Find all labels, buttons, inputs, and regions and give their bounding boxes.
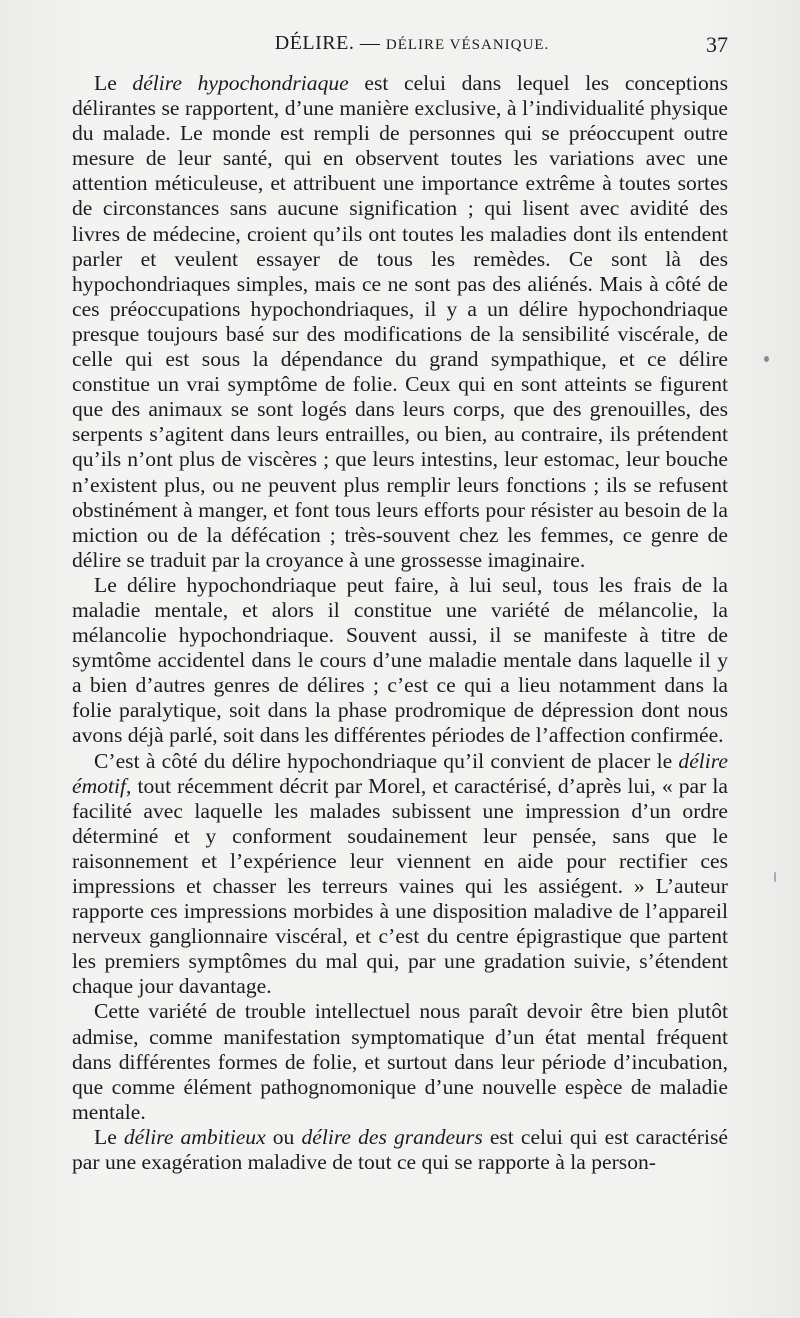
paper-speck bbox=[764, 356, 769, 362]
paragraph bbox=[72, 1125, 728, 1175]
text-run: , tout récemment décrit par Morel, et caractérisé, d’après lui, « par la facilité avec laquelle les malades subissent une impression d’un ordre déterminé et y conforment soudainement leur pensée, sans que le raisonnement et l’expérience leur viennent en aide pour rectifier ces impressions et chasser les terreurs vaines qui les assiégent. » L’auteur rapporte ces impressions morbides à une disposition maladive de l’appareil nerveux ganglionnaire viscéral, et c’est du centre épigrastique que partent les premiers symptômes du mal qui, par une gradation suivie, s’étendent chaque jour davantage. bbox=[72, 773, 728, 999]
italic-term: délire hypochondriaque bbox=[132, 71, 349, 95]
paragraph bbox=[72, 573, 728, 749]
running-title-dash: — bbox=[354, 32, 386, 54]
running-title-sub: DÉLIRE VÉSANIQUE. bbox=[385, 37, 550, 53]
page-header bbox=[96, 32, 728, 66]
text-run: est celui dans lequel les conceptions délirantes se rapportent, d’une manière exclusive, à l’individualité physique du malade. Le monde est rempli de personnes qui se préoccupent outre mesure de leur santé, qui en observent toutes les variations avec une attention méticuleuse, et attribuent une importance extrême à toutes sortes de circonstances sans aucune signification ; qui lisent avec avidité des livres de médecine, croient qu’ils ont toutes les maladies dont ils entendent parler et veulent essayer de tous les remèdes. Ce sont là des hypochondriaques simples, mais ce ne sont pas des aliénés. Mais à côté de ces préoccupations hypochondriaques, il y a un délire hypochondriaque presque toujours basé sur des modifications de la sensibilité viscérale, de celle qui est sous la dépendance du grand sympathique, et ce délire constitue un vrai symptôme de folie. Ceux qui en sont atteints se figurent que des animaux se sont logés dans leurs corps, que des grenouilles, des serpents s’agitent dans leurs entrailles, ou bien, au contraire, ils prétendent qu’ils n’ont plus de viscères ; que leurs intestins, leur estomac, leur bouche n’existent plus, ou ne peuvent plus remplir leurs fonctions ; ils se refusent obstinément à manger, et font tous leurs efforts pour résister au besoin de la miction ou de la défécation ; très-souvent chez les femmes, ce genre de délire se traduit par la croyance à une grossesse imaginaire. bbox=[72, 71, 728, 572]
running-title-main: DÉLIRE. bbox=[274, 32, 355, 54]
text-run: Le délire hypochondriaque peut faire, à lui seul, tous les frais de la maladie mentale, et alors il constitue une variété de mélancolie, la mélancolie hypochondriaque. Souvent aussi, il se manifeste à titre de symtôme accidentel dans le cours d’une maladie mentale dans laquelle il y a bien d’autres genres de délires ; c’est ce qui a lieu notamment dans la folie paralytique, soit dans la phase prodromique de dépression dont nous avons déjà parlé, soit dans les différentes périodes de l’affection confirmée. bbox=[72, 572, 728, 748]
page-number: 37 bbox=[706, 32, 728, 57]
paragraph bbox=[72, 71, 728, 573]
text-run: Cette variété de trouble intellectuel nous paraît devoir être bien plutôt admise, comme manifestation symptomatique d’un état mental fréquent dans différentes formes de folie, et surtout dans leur période d’incubation, que comme élément pathognomonique d’une nouvelle espèce de maladie mentale. bbox=[72, 999, 728, 1124]
text-run: ou bbox=[265, 1124, 302, 1149]
paragraph bbox=[72, 999, 728, 1124]
italic-term: délire émotif bbox=[72, 748, 728, 798]
text-run: est celui qui est caractérisé par une exagération maladive de tout ce qui se rapporte à la person- bbox=[72, 1124, 728, 1175]
italic-term: délire ambitieux bbox=[123, 1124, 266, 1149]
paper-speck bbox=[774, 872, 776, 882]
running-title bbox=[96, 32, 728, 55]
text-run: Le bbox=[94, 71, 133, 95]
paragraph bbox=[72, 749, 728, 1000]
text-run: Le bbox=[94, 1124, 124, 1149]
body-text bbox=[72, 71, 728, 1175]
italic-term: délire des grandeurs bbox=[301, 1124, 483, 1149]
text-run: C’est à côté du délire hypochondriaque qu’il convient de placer le bbox=[94, 748, 679, 773]
